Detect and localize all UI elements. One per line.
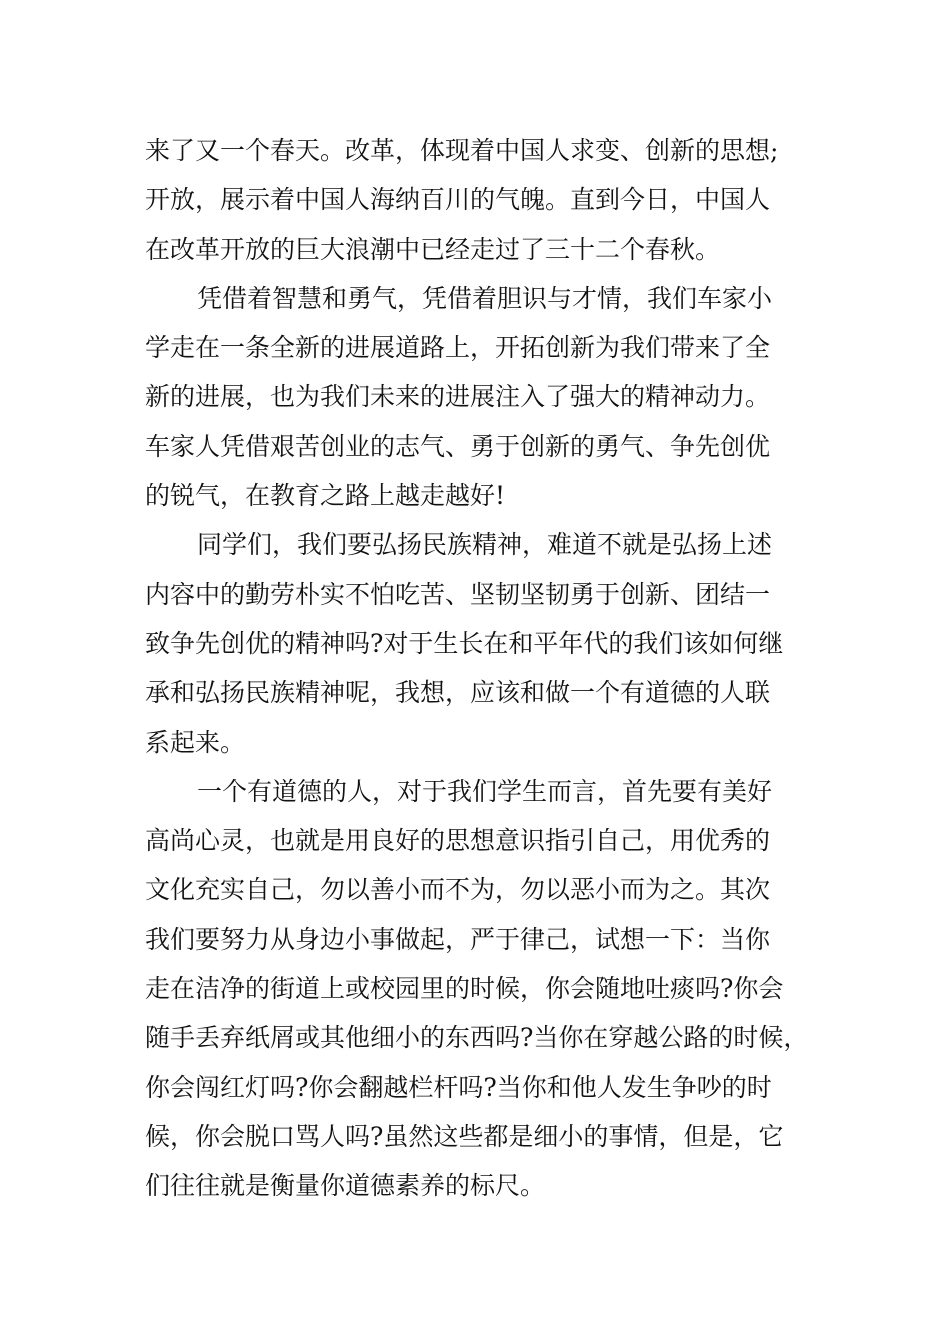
document-body xyxy=(145,126,815,1211)
paragraph-4 xyxy=(145,767,815,1211)
paragraph-1 xyxy=(145,126,815,274)
text-line: 的锐气，在教育之路上越走越好! xyxy=(145,481,506,511)
text-line: 一个有道德的人，对于我们学生而言，首先要有美好 xyxy=(197,776,773,806)
text-line: 开放，展示着中国人海纳百川的气魄。直到今日，中国人 xyxy=(145,185,771,215)
text-line: 随手丢弃纸屑或其他细小的东西吗?当你在穿越公路的时候， xyxy=(145,1023,809,1053)
text-line: 们往往就是衡量你道德素养的标尺。 xyxy=(145,1171,546,1201)
paragraph-2 xyxy=(145,274,815,520)
text-line: 承和弘扬民族精神呢，我想，应该和做一个有道德的人联 xyxy=(145,678,771,708)
text-line: 你会闯红灯吗?你会翻越栏杆吗?当你和他人发生争吵的时 xyxy=(145,1072,772,1102)
text-line: 文化充实自己，勿以善小而不为，勿以恶小而为之。其次 xyxy=(145,875,771,905)
text-line: 内容中的勤劳朴实不怕吃苦、坚韧坚韧勇于创新、团结一 xyxy=(145,579,771,609)
text-line: 走在洁净的街道上或校园里的时候，你会随地吐痰吗?你会 xyxy=(145,974,784,1004)
text-line: 车家人凭借艰苦创业的志气、勇于创新的勇气、争先创优 xyxy=(145,431,771,461)
text-line: 候，你会脱口骂人吗?虽然这些都是细小的事情，但是，它 xyxy=(145,1121,784,1151)
paragraph-3 xyxy=(145,520,815,766)
text-line: 致争先创优的精神吗?对于生长在和平年代的我们该如何继 xyxy=(145,628,784,658)
text-line: 来了又一个春天。改革，体现着中国人求变、创新的思想; xyxy=(145,136,779,165)
text-line: 新的进展，也为我们未来的进展注入了强大的精神动力。 xyxy=(145,382,771,412)
text-line: 系起来。 xyxy=(145,727,246,757)
text-line: 在改革开放的巨大浪潮中已经走过了三十二个春秋。 xyxy=(145,234,721,264)
text-line: 同学们，我们要弘扬民族精神，难道不就是弘扬上述 xyxy=(197,530,773,560)
text-line: 我们要努力从身边小事做起，严于律己，试想一下：当你 xyxy=(145,924,771,954)
text-line: 凭借着智慧和勇气，凭借着胆识与才情，我们车家小 xyxy=(197,283,773,313)
text-line: 高尚心灵，也就是用良好的思想意识指引自己，用优秀的 xyxy=(145,826,771,856)
text-line: 学走在一条全新的进展道路上，开拓创新为我们带来了全 xyxy=(145,333,771,363)
